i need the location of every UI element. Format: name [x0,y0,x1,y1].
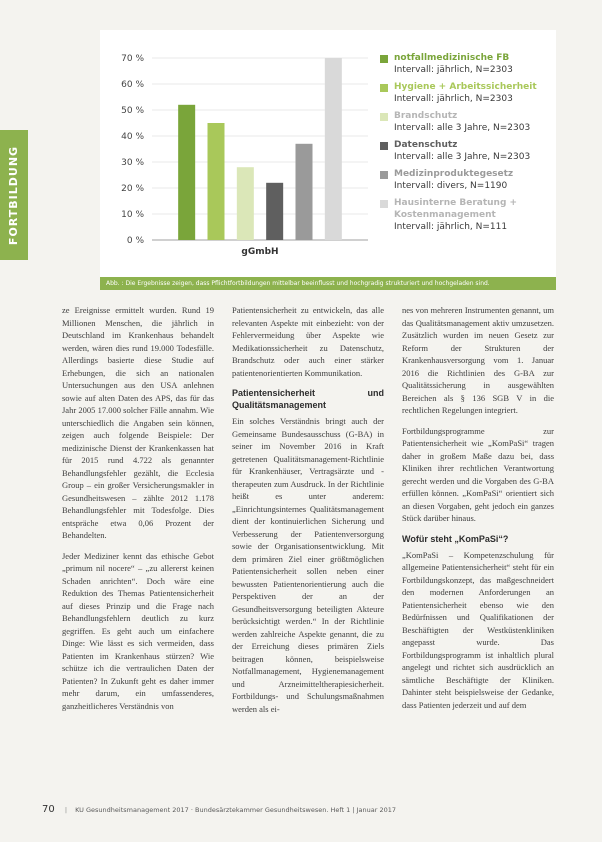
legend-text [394,139,530,163]
body-paragraph: nes von mehreren Instrumenten genannt, um das Qualitätsmanagement aktiv umzusetzen. Zusätzlich wurden im neuen Gesetz zur Reform der Strukturen der Krankenhausversorgung vom 1. Januar 2016 die Richtlinien des G-BA zur Qualitätssicherung in ausgewählten Bereichen als § 136 SGB V in die rechtlichen Regelungen integriert. [402,305,554,415]
y-tick-label: 50 % [121,106,144,116]
y-tick-label: 30 % [121,158,144,168]
section-tab [0,130,28,260]
bar-hygiene-arbeitssicherheit [208,123,225,240]
legend-item [380,81,556,105]
y-tick-label: 10 % [121,210,144,220]
legend-text [394,197,556,233]
legend-series-detail: Intervall: divers, N=1190 [394,181,508,191]
bar-notfallmedizinische-fb [178,105,195,240]
legend-series-detail: Intervall: jährlich, N=111 [394,222,508,232]
text-column-1 [62,304,214,809]
chart-legend [380,52,556,238]
x-category-label: gGmbH [241,247,279,257]
legend-series-detail: Intervall: jährlich, N=2303 [394,65,513,75]
legend-text [394,110,530,134]
y-tick-label: 0 % [126,236,144,246]
body-paragraph: Fortbildungsprogramme zur Patientensicherheit wie „KomPaSi“ tragen daher in großem Maße dazu bei, dass Kliniken ihrer rechtlichen Verantwortung gerecht werden und die Vorgaben des G-BA erfüllen können. „KomPaSi“ orientiert sich an diesen Vorgaben, geht jedoch ein ganzes Stück darüber hinaus. [402,425,554,523]
page-number: 70 [42,804,55,815]
legend-text [394,168,513,192]
page-footer [42,804,562,815]
y-tick-label: 40 % [121,132,144,142]
legend-swatch [380,55,388,63]
y-tick-label: 60 % [121,80,144,90]
legend-series-detail: Intervall: alle 3 Jahre, N=2303 [394,152,531,162]
section-heading: Patientensicherheit und Qualitätsmanagement [232,388,384,410]
bar-medizinproduktegesetz [296,144,313,240]
footer-separator: | [64,806,68,814]
legend-series-name: Medizinproduktegesetz [394,169,514,179]
y-tick-label: 20 % [121,184,144,194]
section-tab-label: FORTBILDUNG [7,145,21,245]
legend-text [394,81,537,105]
footer-text: KU Gesundheitsmanagement 2017 · Bundesärztekammer Gesundheitswesen. Heft 1 | Januar 2017 [75,806,396,814]
legend-series-name: Brandschutz [394,111,458,121]
legend-item [380,52,556,76]
body-paragraph: Ein solches Verständnis bringt auch der Gemeinsame Bundesausschuss (G-BA) in seiner im November 2016 in Kraft getretenen Qualitätsmanagement-Richtlinie für Krankenhäuser, Vertragsärzte und -therapeuten zum Ausdruck. In der Richtlinie heißt es unter anderem: „Einrichtungsinternes Qualitätsmanagement dient der kontinuierlichen Sicherung und Verbesserung der Patientenversorgung sowie der Organisationsentwicklung. Mit dem primären Ziel einer größtmöglichen Patientensicherheit sollen neben einer bewussten Patientenorientierung auch die Perspektiven der an der Gesundheitsversorgung beteiligten Akteure berücksichtigt werden.“ In der Richtlinie werden zahlreiche Aspekte genannt, die zu der Erreichung dieses primären Ziels beitragen können, beispielsweise Notfallmanagement, Hygienemanagement und Arzneimitteltherapiesicherheit. Fortbildungs- und Schulungsmaßnahmen werden als ei- [232,416,384,714]
text-column-2 [232,304,384,809]
legend-series-name: notfallmedizinische FB [394,53,510,63]
text-column-3 [402,304,554,809]
legend-series-name: Hausinterne Beratung + Kostenmanagement [394,198,518,220]
legend-item [380,197,556,233]
legend-item [380,168,556,192]
legend-text [394,52,513,76]
chart-figure [100,30,556,290]
legend-item [380,110,556,134]
bar-datenschutz [266,183,283,240]
body-paragraph: Jeder Mediziner kennt das ethische Gebot „primum nil nocere“ – „zu allererst keinen Schaden anrichten“. Doch wäre eine Reduktion des Themas Patientensicherheit auf dieses Prinzip und die Frage nach Behandlungsfehlern deutlich zu kurz gegriffen. Es geht auch um einfachere Dinge: Wie lässt es sich vermeiden, dass Patienten im Krankenhaus stürzen? Wie schütze ich die vertraulichen Daten der Patienten? In Zukunft geht es daher immer mehr darum, ein umfassenderes, ganzheitlicheres Verständnis von [62,550,214,711]
legend-swatch [380,113,388,121]
legend-swatch [380,200,388,208]
legend-series-detail: Intervall: jährlich, N=2303 [394,94,513,104]
legend-series-name: Datenschutz [394,140,458,150]
legend-series-name: Hygiene + Arbeitssicherheit [394,82,537,92]
body-paragraph: „KomPaSi – Kompetenzschulung für allgemeine Patientensicherheit“ steht für ein Fortbildungskonzept, das maßgeschneidert den modernen Anforderungen an Patientensicherheit ebenso wie den Bedürfnissen und Qualifikationen der Beschäftigten der Westküstenkliniken angepasst wurde. Das Fortbildungsprogramm ist inhaltlich plural angelegt und richtet sich ausdrücklich an sämtliche Beschäftigte der Kliniken. Dahinter steht beispielsweise der Gedanke, dass Patienten jederzeit und auf dem [402,549,554,710]
legend-swatch [380,84,388,92]
bar-hausinterne-beratung-kostenmanagement [325,58,342,240]
section-heading: Wofür steht „KomPaSi“? [402,533,509,544]
figure-caption: Abb. : Die Ergebnisse zeigen, dass Pflichtfortbildungen mittelbar beeinflusst und hochgradig strukturiert und hochgeladen sind. [100,277,556,290]
legend-item [380,139,556,163]
y-tick-label: 70 % [121,54,144,64]
legend-series-detail: Intervall: alle 3 Jahre, N=2303 [394,123,531,133]
body-paragraph: ze Ereignisse ermittelt wurden. Rund 19 Millionen Menschen, die jährlich in Deutschland im Krankenhaus behandelt werden, wären dies rund 19.000 Todesfälle. Allerdings basierte diese Studie auf Erhebungen, die sich an nationalen Untersuchungen aus den USA anlehnen sowie auf alten Daten des APS, das für das Jahr 2005 17.000 solcher Fälle annahm. Wie unterschiedlich die Angaben sein können, zeigen auch folgende Beispiele: Der medizinische Dienst der Krankenkassen hat für 2015 rund 4.722 als genannter Behandlungsfehler gezählt, die Ecclesia Group – ein großer Versicherungsmakler in Gesundheitswesen – zählte 2012 1.178 Behandlungsfehler mit Todesfolge. Dies entspräche etwa 0,06 Prozent der Behandelten. [62,305,214,540]
legend-swatch [380,171,388,179]
legend-swatch [380,142,388,150]
bar-brandschutz [237,167,254,240]
body-paragraph: Patientensicherheit zu entwickeln, das alle relevanten Aspekte mit einbezieht: von der Fehlervermeidung über Aspekte wie Medikationssicherheit zu Datenschutz, Brandschutz oder auch einer stärker patientenorientierten Kommunikation. [232,305,384,378]
